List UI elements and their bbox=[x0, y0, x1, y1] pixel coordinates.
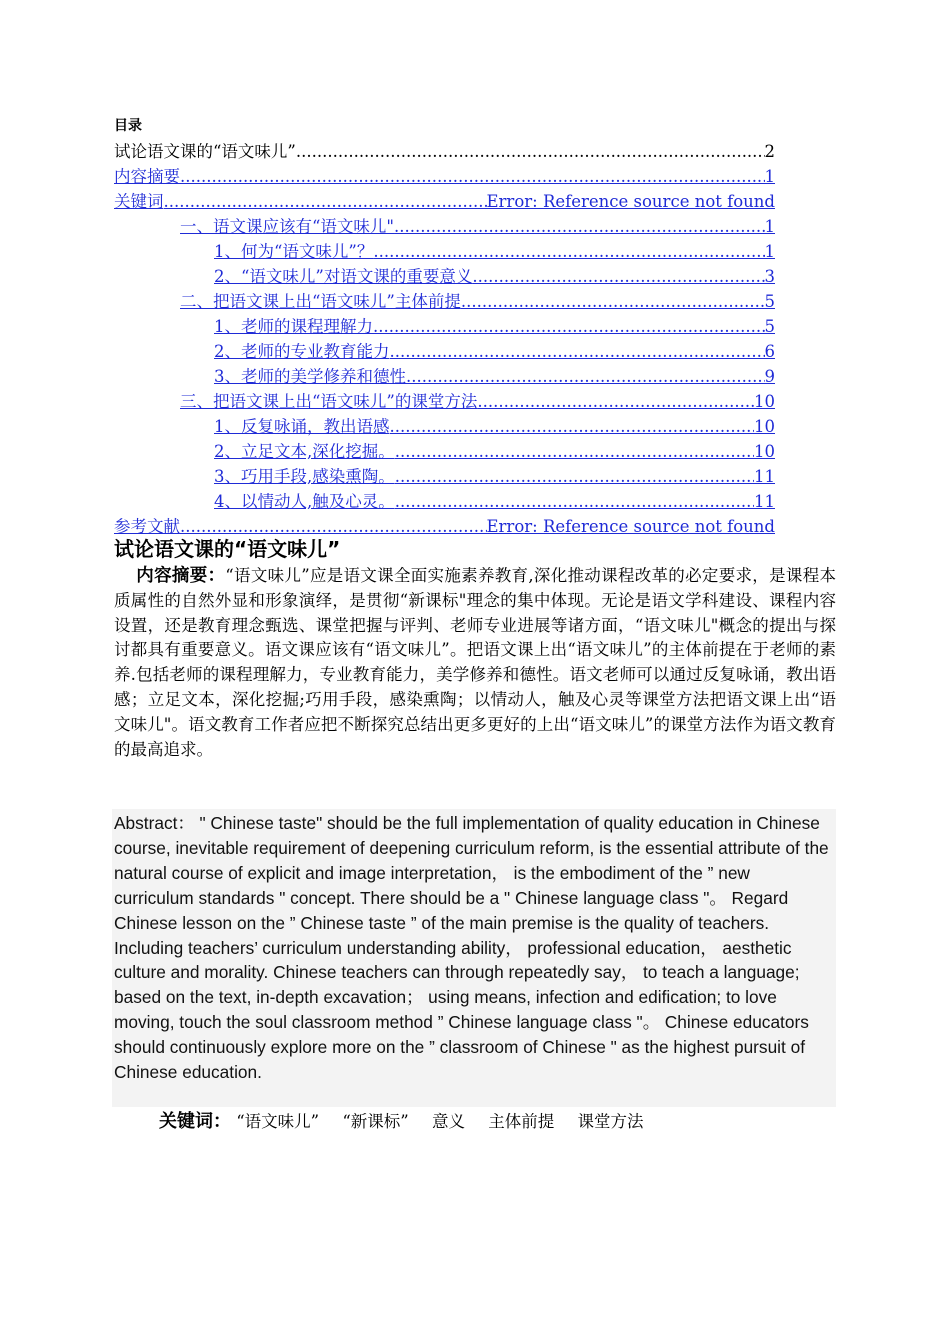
toc-entry[interactable] bbox=[214, 464, 775, 489]
toc-entry-page: Error: Reference source not found bbox=[486, 192, 775, 211]
keywords-label: 关键词： bbox=[159, 1111, 231, 1132]
abstract-label: 内容摘要： bbox=[136, 566, 226, 586]
toc-entry-title: 1、反复咏诵，教出语感 bbox=[214, 417, 390, 436]
toc-entry-title: 参考文献 bbox=[114, 517, 180, 536]
toc-entry-title: 一、语文课应该有“语文味儿" bbox=[180, 217, 395, 236]
toc-entry-page: 3 bbox=[764, 267, 775, 286]
toc-entry[interactable] bbox=[180, 389, 775, 414]
toc-entry-page: 11 bbox=[754, 492, 775, 511]
keyword: 课堂方法 bbox=[577, 1112, 644, 1131]
toc-entry-page: 2 bbox=[764, 142, 775, 161]
toc-entry[interactable] bbox=[214, 314, 775, 339]
toc-entry-page: 11 bbox=[754, 467, 775, 486]
toc-entry-page: 10 bbox=[754, 392, 775, 411]
toc-entry[interactable] bbox=[214, 339, 775, 364]
article-title: 试论语文课的“语文味儿” bbox=[114, 537, 341, 561]
toc-leader-dots bbox=[477, 389, 754, 414]
toc-entry-title: 三、把语文课上出“语文味儿”的课堂方法 bbox=[180, 392, 478, 411]
toc-leader-dots bbox=[390, 414, 755, 439]
toc-leader-dots bbox=[394, 214, 764, 239]
keywords-line bbox=[159, 1108, 662, 1136]
chinese-abstract bbox=[114, 564, 836, 762]
toc-leader-dots bbox=[472, 264, 764, 289]
toc-entry[interactable] bbox=[214, 439, 775, 464]
toc-entry-page: 1 bbox=[764, 167, 775, 186]
toc-entry-title: 2、“语文味儿”对语文课的重要意义 bbox=[214, 267, 473, 286]
keyword: “语文味儿” bbox=[236, 1112, 320, 1131]
toc-entry-title: 1、何为“语文味儿”？ bbox=[214, 242, 374, 261]
toc-heading: 目录 bbox=[114, 118, 142, 134]
toc-leader-dots bbox=[406, 364, 765, 389]
toc-entry-title: 3、老师的美学修养和德性 bbox=[214, 367, 406, 386]
toc-entry-page: 1 bbox=[764, 217, 775, 236]
toc-entry[interactable] bbox=[114, 164, 775, 189]
toc-leader-dots bbox=[373, 314, 765, 339]
toc-entry-page: 1 bbox=[764, 242, 775, 261]
toc-entry[interactable] bbox=[214, 264, 775, 289]
toc-entry-title: 4、以情动人,触及心灵。 bbox=[214, 492, 395, 511]
toc-entry-page: 10 bbox=[754, 442, 775, 461]
toc-entry-page: Error: Reference source not found bbox=[486, 517, 775, 536]
toc-leader-dots bbox=[395, 489, 754, 514]
toc-entry-title: 1、老师的课程理解力 bbox=[214, 317, 373, 336]
toc-leader-dots bbox=[461, 289, 765, 314]
abstract-text: “语文味儿”应是语文课全面实施素养教育,深化推动课程改革的必定要求，是课程本质属性的自然外显和形象演绎，是贯彻“新课标"理念的集中体现。无论是语文学科建设、课程内容设置，还是教育理念甄选、课堂把握与评判、老师专业进展等诸方面，“语文味儿"概念的提出与探讨都具有重要意义。语文课应该有“语文味儿”。把语文课上出“语文味儿”的主体前提在于老师的素养.包括老师的课程理解力，专业教育能力，美学修养和德性。语文老师可以通过反复咏诵，教出语感；立足文本，深化挖掘;巧用手段，感染熏陶；以情动人，触及心灵等课堂方法把语文课上出“语文味儿"。语文教育工作者应把不断探究总结出更多更好的上出“语文味儿”的课堂方法作为语文教育的最高追求。 bbox=[114, 566, 836, 759]
toc-leader-dots bbox=[180, 164, 765, 189]
toc-entry[interactable] bbox=[214, 239, 775, 264]
keyword: “新课标” bbox=[342, 1112, 409, 1131]
english-abstract: Abstract： " Chinese taste" should be the full implementation of quality education in Chinese course, inevitable requirement of deepening curriculum reform, is the essential attribute of the natural course of explicit and image interpretation， is the embodiment of the ” new curriculum standards " concept. There should be a " Chinese language class "。 Regard Chinese lesson on the ” Chinese taste ” of the main premise is the quality of teachers. Including teachers’ curriculum understanding ability， professional education， aesthetic culture and morality. Chinese teachers can through repeatedly say， to teach a language; based on the text, in-depth excavation； using means, infection and edification; to love moving, touch the soul classroom method ” Chinese language class "。 Chinese educators should continuously explore more on the ” classroom of Chinese " as the highest pursuit of Chinese education. bbox=[114, 813, 829, 1083]
toc-entry[interactable] bbox=[214, 414, 775, 439]
toc-leader-dots bbox=[373, 239, 764, 264]
keyword: 主体前提 bbox=[488, 1112, 555, 1131]
toc-entry[interactable] bbox=[180, 214, 775, 239]
toc-entry-page: 10 bbox=[754, 417, 775, 436]
toc-entry-title: 关键词 bbox=[114, 192, 164, 211]
toc-leader-dots bbox=[296, 139, 765, 164]
toc-entry-title: 试论语文课的“语文味儿” bbox=[114, 142, 296, 161]
toc-entry bbox=[114, 139, 775, 164]
toc-leader-dots bbox=[395, 439, 754, 464]
toc-entry[interactable] bbox=[214, 364, 775, 389]
toc-entry-page: 6 bbox=[764, 342, 775, 361]
toc-entry-title: 3、巧用手段,感染熏陶。 bbox=[214, 467, 395, 486]
toc-entry-page: 9 bbox=[764, 367, 775, 386]
toc-entry[interactable] bbox=[180, 289, 775, 314]
toc-entry-title: 2、老师的专业教育能力 bbox=[214, 342, 390, 361]
toc-entry-title: 2、立足文本,深化挖掘。 bbox=[214, 442, 395, 461]
toc-leader-dots bbox=[395, 464, 754, 489]
keyword: 意义 bbox=[432, 1112, 465, 1131]
toc-entry[interactable] bbox=[214, 489, 775, 514]
toc-entry-title: 内容摘要 bbox=[114, 167, 180, 186]
toc-entry-page: 5 bbox=[764, 317, 775, 336]
toc-entry-title: 二、把语文课上出“语文味儿”主体前提 bbox=[180, 292, 461, 311]
toc-entry-page: 5 bbox=[764, 292, 775, 311]
toc-leader-dots bbox=[164, 189, 487, 214]
toc-leader-dots bbox=[390, 339, 765, 364]
toc-entry[interactable] bbox=[114, 189, 775, 214]
